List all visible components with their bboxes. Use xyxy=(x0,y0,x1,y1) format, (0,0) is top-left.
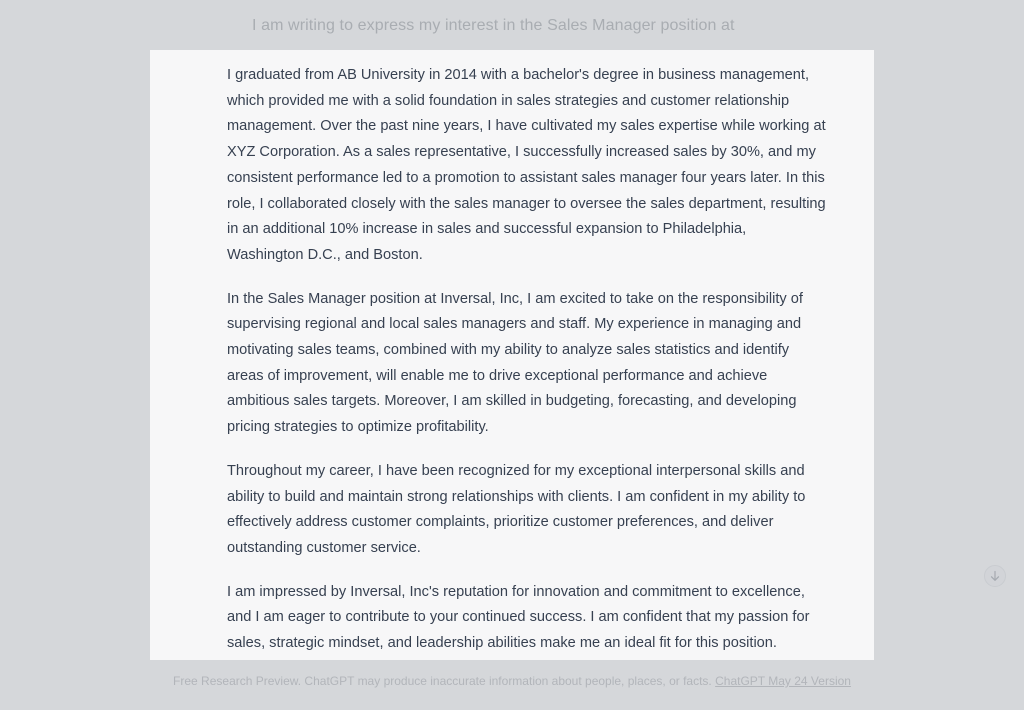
letter-paragraph: In the Sales Manager position at Inversal, Inc, I am excited to take on the responsibility of supervising regional and local sales managers and staff. My experience in managing and motivating sales teams, combined with my ability to analyze sales statistics and identify areas of improvement, will enable me to drive exceptional performance and achieve ambitious sales targets. Moreover, I am skilled in budgeting, forecasting, and developing pricing strategies to optimize profitability. xyxy=(227,290,803,436)
footer-disclaimer xyxy=(0,674,1024,688)
letter-paragraph: I am impressed by Inversal, Inc's reputation for innovation and commitment to excellence, and I am eager to contribute to your continued success. I am confident that my passion for sales, strategic mindset, and leadership abilities make me an ideal fit for this position. xyxy=(227,583,810,652)
arrow-down-icon xyxy=(989,570,1001,582)
letter-paragraph: I graduated from AB University in 2014 with a bachelor's degree in business management, which provided me with a solid foundation in sales strategies and customer relationship management. Over the past nine years, I have cultivated my sales expertise while working at XYZ Corporation. As a sales representative, I successfully increased sales by 30%, and my consistent performance led to a promotion to assistant sales manager four years later. In this role, I collaborated closely with the sales manager to oversee the sales department, resulting in an additional 10% increase in sales and successful expansion to Philadelphia, Washington D.C., and Boston. xyxy=(227,67,826,263)
highlighted-response-panel xyxy=(150,50,874,660)
letter-paragraph: Throughout my career, I have been recognized for my exceptional interpersonal skills and ability to build and maintain strong relationships with clients. I am confident in my ability to effectively address customer complaints, prioritize customer preferences, and deliver outstanding customer service. xyxy=(227,462,806,556)
disclaimer-text: Free Research Preview. ChatGPT may produce inaccurate information about people, places, or facts. xyxy=(173,674,712,688)
version-link[interactable]: ChatGPT May 24 Version xyxy=(715,674,851,688)
scroll-to-bottom-button[interactable] xyxy=(984,565,1006,587)
background-message-text: I am writing to express my interest in the Sales Manager position at xyxy=(252,17,735,34)
